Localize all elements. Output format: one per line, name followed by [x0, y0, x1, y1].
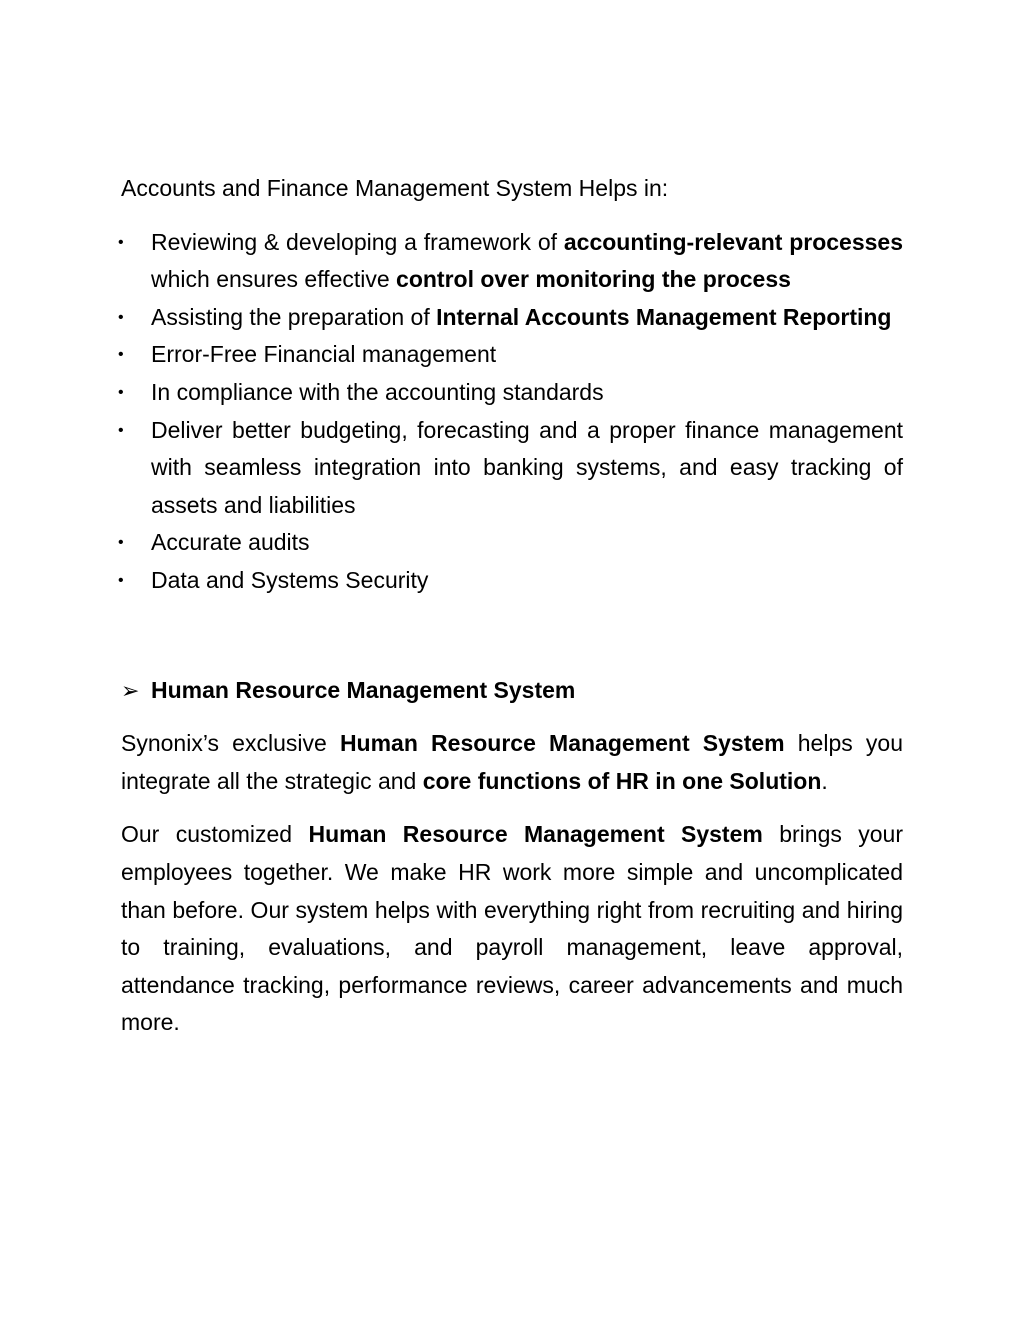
hr-paragraph-1	[121, 725, 903, 800]
bullet-icon: •	[118, 421, 124, 439]
bullet-text	[151, 341, 496, 367]
bullet-text	[151, 567, 428, 593]
bullet-icon: •	[118, 308, 124, 326]
arrow-bullet-icon: ➢	[121, 677, 140, 703]
text-run: .	[821, 767, 828, 794]
section-heading	[121, 672, 903, 710]
list-item	[118, 524, 903, 562]
text-run: Accurate audits	[151, 529, 310, 556]
text-run: In compliance with the accounting standards	[151, 378, 604, 405]
bullet-icon: •	[118, 534, 124, 552]
text-run: Assisting the preparation of	[151, 303, 437, 330]
text-run: brings your employees together. We make HR work more simple and uncomplicated than before. Our system helps with everything right from recruiting and hiring to training, evaluations, and payroll management, leave approval, attendance tracking, performance reviews, career advancements and much more.	[121, 821, 903, 1036]
list-item	[118, 374, 903, 412]
hr-paragraph-2	[121, 816, 903, 1042]
benefits-list	[118, 224, 904, 600]
list-item	[118, 224, 904, 299]
bullet-text	[151, 529, 310, 555]
list-item	[118, 299, 903, 337]
text-run: Reviewing & developing a framework of	[151, 228, 564, 255]
bold-text-run: control over monitoring the process	[396, 266, 791, 293]
bullet-icon: •	[118, 383, 124, 401]
bullet-text	[151, 417, 903, 518]
bullet-icon: •	[118, 571, 124, 589]
bullet-text	[151, 229, 903, 293]
text-run: Error-Free Financial management	[151, 341, 497, 368]
list-item	[118, 336, 903, 374]
section-heading-text: Human Resource Management System	[151, 676, 576, 703]
document-page	[118, 170, 904, 1042]
text-run: Synonix’s exclusive	[121, 730, 340, 757]
text-run: Our customized	[121, 821, 309, 848]
text-run: Data and Systems Security	[151, 566, 429, 593]
bold-text-run: accounting-relevant processes	[563, 228, 904, 255]
bullet-text	[151, 379, 604, 405]
bold-text-run: core functions of HR in one Solution	[422, 767, 822, 794]
bold-text-run: Internal Accounts Management Reporting	[436, 303, 892, 330]
bullet-text	[151, 304, 891, 330]
bullet-icon: •	[118, 233, 124, 251]
text-run: which ensures effective	[151, 266, 397, 293]
bold-text-run: Human Resource Management System	[339, 730, 785, 757]
bullet-icon: •	[118, 346, 124, 364]
list-item	[118, 562, 903, 600]
text-run: Deliver better budgeting, forecasting and a proper finance management with seamless integration into banking systems, and easy tracking of assets and liabilities	[151, 416, 903, 518]
bold-text-run: Human Resource Management System	[308, 821, 763, 848]
text-run: helps you integrate all the strategic and	[121, 730, 903, 794]
intro-line: Accounts and Finance Management System Helps in:	[121, 175, 669, 201]
list-item	[118, 412, 903, 525]
